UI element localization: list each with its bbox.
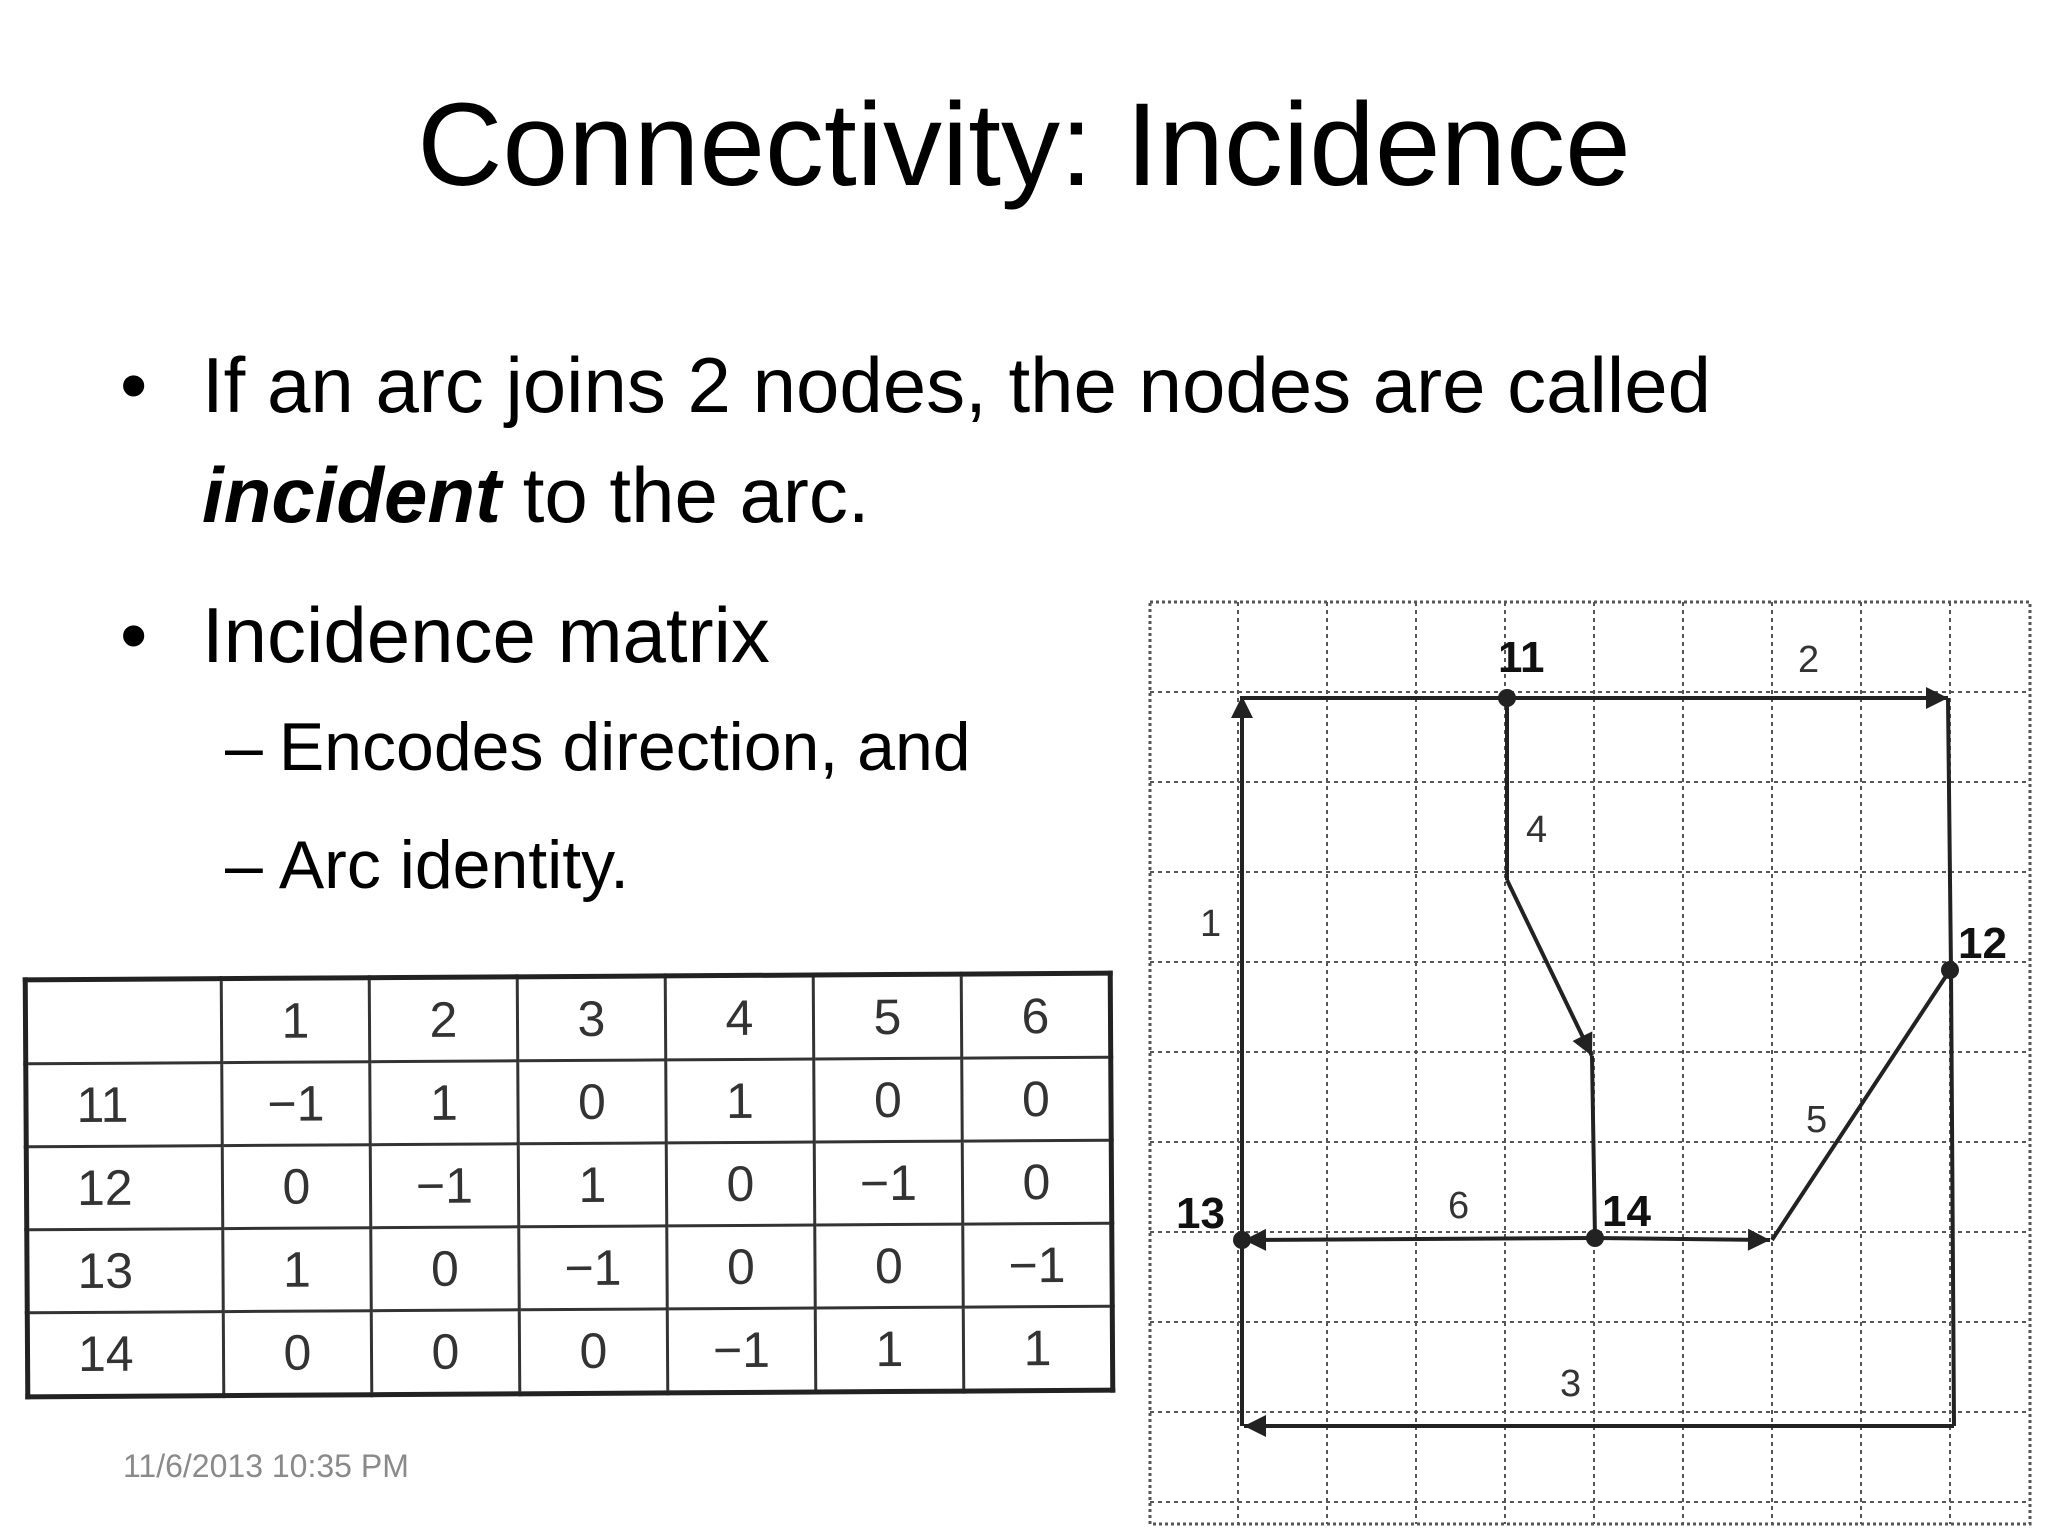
column-header: 6: [961, 973, 1111, 1058]
node-label-11: 11: [1498, 633, 1545, 682]
row-header: 12: [26, 1146, 222, 1230]
table-cell: 1: [223, 1228, 372, 1312]
table-cell: 0: [223, 1311, 372, 1396]
arc-5-horizontal: [1595, 1238, 1770, 1240]
grid-background: [1150, 602, 2030, 1524]
incidence-matrix-table: [23, 971, 1116, 1400]
bullet-incident: [120, 330, 1880, 550]
table-cell: −1: [814, 1141, 963, 1225]
bullet-text-end: to the arc.: [522, 451, 870, 539]
bullet-dot: •: [120, 591, 148, 679]
table-row: [26, 1057, 1111, 1147]
row-header: 13: [27, 1229, 223, 1313]
bullet-text: Incidence matrix: [202, 591, 770, 679]
table-cell: 0: [518, 1060, 667, 1144]
table-row: [27, 1223, 1112, 1313]
arc-label-6: 6: [1448, 1185, 1470, 1227]
table-cell: 0: [814, 1058, 963, 1142]
sub-bullet-text: Encodes direction, and: [278, 709, 971, 785]
table-cell: 0: [666, 1142, 815, 1226]
table-header-row: [25, 973, 1110, 1064]
table-cell: 0: [371, 1310, 520, 1395]
table-cell: 1: [666, 1059, 815, 1143]
bullet-incidence-matrix: [120, 580, 770, 690]
arc-labels: [1200, 639, 1827, 1405]
table-cell: −1: [370, 1144, 519, 1228]
arc-3-vertical: [1951, 970, 1954, 1426]
node-11: [1498, 689, 1516, 707]
table-cell: 0: [962, 1140, 1112, 1224]
node-12: [1941, 961, 1959, 979]
node-label-14: 14: [1602, 1187, 1651, 1236]
arc-4: [1507, 880, 1592, 1056]
table-cell: 1: [370, 1061, 519, 1145]
nodes: [1233, 689, 1959, 1249]
slide-date: 11/6/2013 10:35 PM: [123, 1448, 409, 1484]
arcs: [1242, 696, 1954, 1426]
table-corner-cell: [25, 979, 221, 1064]
slide-title: Connectivity: Incidence: [417, 79, 1631, 211]
column-header: 4: [665, 975, 814, 1060]
arc-label-5: 5: [1806, 1099, 1828, 1141]
row-header: 11: [26, 1063, 222, 1147]
arc-label-2: 2: [1798, 639, 1820, 681]
grid-border: [1150, 602, 2030, 1524]
column-header: 1: [221, 978, 370, 1063]
network-diagram: [1140, 596, 2044, 1536]
table-cell: −1: [963, 1223, 1113, 1307]
sub-bullet-identity: [225, 820, 629, 910]
node-13: [1233, 1231, 1251, 1249]
row-header: 14: [27, 1312, 223, 1397]
arc-label-1: 1: [1200, 903, 1222, 945]
sub-bullet-text: Arc identity.: [278, 827, 630, 903]
sub-bullet-direction: [225, 702, 971, 792]
column-header: 5: [813, 974, 962, 1059]
table-row: [27, 1306, 1112, 1397]
table-cell: 1: [963, 1306, 1113, 1391]
table-cell: 0: [962, 1057, 1112, 1141]
bullet-dot: •: [120, 341, 148, 429]
table-cell: −1: [519, 1226, 668, 1310]
table-cell: 0: [222, 1145, 371, 1229]
emphasis-incident: incident: [202, 451, 502, 539]
table-cell: 0: [815, 1224, 964, 1308]
arc-label-4: 4: [1526, 809, 1548, 851]
column-header: 2: [369, 977, 518, 1062]
arc-label-3: 3: [1560, 1363, 1582, 1405]
table-cell: −1: [222, 1062, 371, 1146]
table-cell: 0: [667, 1225, 816, 1309]
table-row: [26, 1140, 1111, 1230]
sub-bullet-dash: –: [225, 827, 263, 903]
table-cell: 0: [519, 1309, 668, 1394]
table-cell: −1: [667, 1308, 816, 1393]
node-label-12: 12: [1958, 919, 2007, 968]
table-cell: 1: [815, 1307, 964, 1392]
node-labels: [1176, 633, 2007, 1238]
table-cell: 0: [371, 1227, 520, 1311]
node-label-13: 13: [1176, 1189, 1225, 1238]
table-cell: 1: [518, 1143, 667, 1227]
sub-bullet-dash: –: [225, 709, 263, 785]
bullet-text: If an arc joins 2 nodes, the nodes are called: [202, 341, 1711, 429]
column-header: 3: [517, 976, 666, 1061]
arc-6: [1244, 1238, 1595, 1240]
